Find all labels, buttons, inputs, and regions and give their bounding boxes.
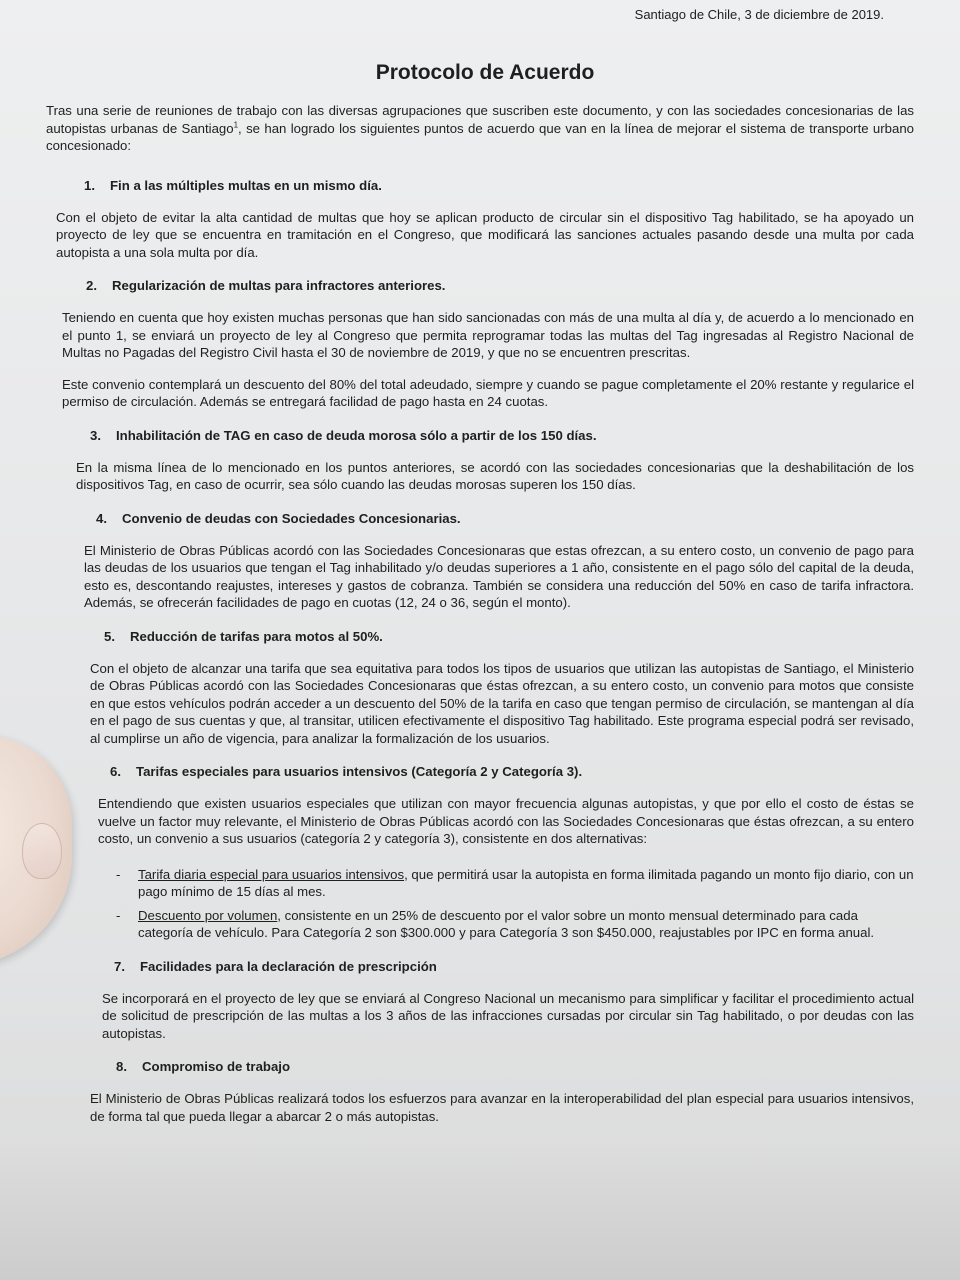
section-paragraph: El Ministerio de Obras Públicas acordó con las Sociedades Concesionaras que estas ofrezcan, a su entero costo, un convenio de pago para las deudas de los usuarios que tengan el Tag inhabilitado y/o deudas superiores a 1 año, consistente en el pago sólo del capital de la deuda, esto es, descontando reajustes, intereses y gastos de cobranza. También se considera una reducción del 50% en caso de tarifa infractora. Además, se ofrecerán facilidades de pago en cuotas (12, 24 o 36, según el monto). (84, 542, 914, 610)
thumbnail-nail (22, 823, 62, 879)
section-number: 3. (90, 427, 101, 443)
section-heading-text: Fin a las múltiples multas en un mismo día. (110, 177, 382, 193)
section-paragraph: Con el objeto de alcanzar una tarifa que sea equitativa para todos los tipos de usuarios que utilizan las autopistas de Santiago, el Ministerio de Obras Públicas acordó con las Sociedades Concesionaras que éstas ofrezcan, a su entero costo, un convenio para motos que consiste en que estos vehículos podrán acceder a un descuento del 50% de la tarifa en caso que tengan permiso de circulación, se mantengan al día en el pago de sus cuentas y que, al transitar, utilicen efectivamente el dispositivo Tag habilitado. Este programa especial podrá ser revisado, al cumplirse un año de vigencia, para analizar la formalización de los usuarios. (90, 660, 914, 746)
intro-text-continued: , se han logrado los siguientes puntos de acuerdo que van en la línea de mejorar el sistema de transporte urbano concesionado: (46, 120, 914, 153)
bullet-text: , consistente en un 25% de descuento por el valor sobre un monto mensual determinado para cada categoría de vehículo. Para Categoría 2 son $300.000 y para Categoría 3 son $450.000, reajustables por IPC en forma anual. (138, 907, 875, 940)
intro-text: Tras una serie de reuniones de trabajo con las diversas agrupaciones que suscriben este documento, y con las sociedades concesionarias de las autopistas urbanas de Santiago (46, 103, 914, 136)
section-heading-text: Reducción de tarifas para motos al 50%. (130, 628, 383, 644)
section-number: 1. (84, 177, 95, 193)
section-heading-text: Inhabilitación de TAG en caso de deuda morosa sólo a partir de los 150 días. (116, 427, 597, 443)
section-4 (56, 510, 914, 612)
section-6 (56, 763, 914, 942)
section-number: 7. (114, 958, 125, 974)
section-7 (56, 958, 914, 1043)
bullet-text: , que permitirá usar la autopista en forma ilimitada pagando un monto fijo diario, con un pago mínimo de 15 días al mes. (138, 866, 914, 899)
section-heading (90, 427, 914, 445)
section-1 (56, 177, 914, 262)
section-paragraph: Teniendo en cuenta que hoy existen muchas personas que han sido sancionadas con más de una multa al día y, de acuerdo a lo mencionado en el punto 1, se enviará un proyecto de ley al Congreso que permita reprogramar todas las multas del Tag ingresadas al Registro Nacional de Multas no Pagadas del Registro Civil hasta el 30 de noviembre de 2019, y que no se encuentren prescritas. (62, 310, 914, 360)
section-heading (84, 177, 914, 195)
bullet-body (138, 866, 914, 901)
section-paragraph: Con el objeto de evitar la alta cantidad de multas que hoy se aplican producto de circular sin el dispositivo Tag habilitado, se ha apoyado un proyecto de ley que se encuentra en tramitación en el Congreso, que modificará las sanciones actuales pasando desde una multa por cada autopista a una sola multa por día. (56, 209, 914, 260)
section-number: 2. (86, 278, 97, 293)
section-heading (96, 510, 914, 528)
section-number: 4. (96, 510, 107, 526)
section-number: 5. (104, 628, 115, 644)
section-heading (104, 628, 914, 646)
section-heading-text: Compromiso de trabajo (142, 1059, 291, 1074)
section-8 (56, 1058, 914, 1125)
section-paragraph: El Ministerio de Obras Públicas realizará todos los esfuerzos para avanzar en la interoperabilidad del plan especial para usuarios intensivos, de forma tal que pueda llegar a abarcar 2 o más autopistas. (90, 1091, 914, 1124)
section-heading-text: Facilidades para la declaración de prescripción (140, 958, 437, 974)
section-paragraph: Entendiendo que existen usuarios especiales que utilizan con mayor frecuencia algunas autopistas, y que por ello el costo de éstas se vuelve un factor muy relevante, el Ministerio de Obras Públicas acordó con las Sociedades Concesionaras que éstas ofrezcan, a su entero costo, un convenio a sus usuarios (categoría 2 y categoría 3), consistente en dos alternativas: (98, 796, 914, 846)
page-shadow (0, 1140, 960, 1280)
section-heading (114, 958, 914, 976)
section-paragraph: Este convenio contemplará un descuento del 80% del total adeudado, siempre y cuando se pague completamente el 20% restante y regularice el permiso de circulación. Además se entregará facilidad de pago hasta en 24 cuotas. (62, 376, 914, 409)
section-heading (116, 1058, 914, 1076)
section-heading (86, 277, 914, 295)
section-2 (56, 277, 914, 411)
document-title: Protocolo de Acuerdo (375, 61, 595, 84)
footnote-marker: 1 (233, 120, 239, 130)
section-heading-text: Regularización de multas para infractores anteriores. (112, 278, 446, 293)
bullet-item (116, 866, 914, 901)
bullet-body (138, 907, 914, 942)
bullet-dash: - (116, 907, 121, 923)
section-heading-text: Tarifas especiales para usuarios intensivos (Categoría 2 y Categoría 3). (136, 764, 583, 779)
section-5 (56, 628, 914, 748)
bullet-term: Descuento por volumen (138, 907, 278, 923)
bullet-dash: - (116, 866, 121, 882)
section-number: 8. (116, 1059, 127, 1074)
section-3 (56, 427, 914, 494)
bullet-item (116, 907, 914, 942)
section-paragraph: Se incorporará en el proyecto de ley que se enviará al Congreso Nacional un mecanismo para simplificar y facilitar el procedimiento actual de solicitud de prescripción de las multas a los 3 años de las infracciones cursadas por circular sin Tag habilitado, o por deudas con las autopistas. (102, 990, 914, 1041)
section-heading-text: Convenio de deudas con Sociedades Concesionarias. (122, 510, 461, 526)
bullet-term: Tarifa diaria especial para usuarios intensivos (138, 866, 405, 882)
section-paragraph: En la misma línea de lo mencionado en los puntos anteriores, se acordó con las sociedades concesionarias que la deshabilitación de los dispositivos Tag, en caso de ocurrir, sea sólo cuando las deudas morosas superen los 150 días. (76, 459, 914, 492)
section-number: 6. (110, 764, 121, 779)
sections-list (56, 177, 914, 1126)
section-heading (110, 763, 914, 781)
bullet-list (116, 866, 914, 942)
document-date: Santiago de Chile, 3 de diciembre de 2019. (634, 7, 884, 22)
intro-paragraph (46, 102, 914, 155)
